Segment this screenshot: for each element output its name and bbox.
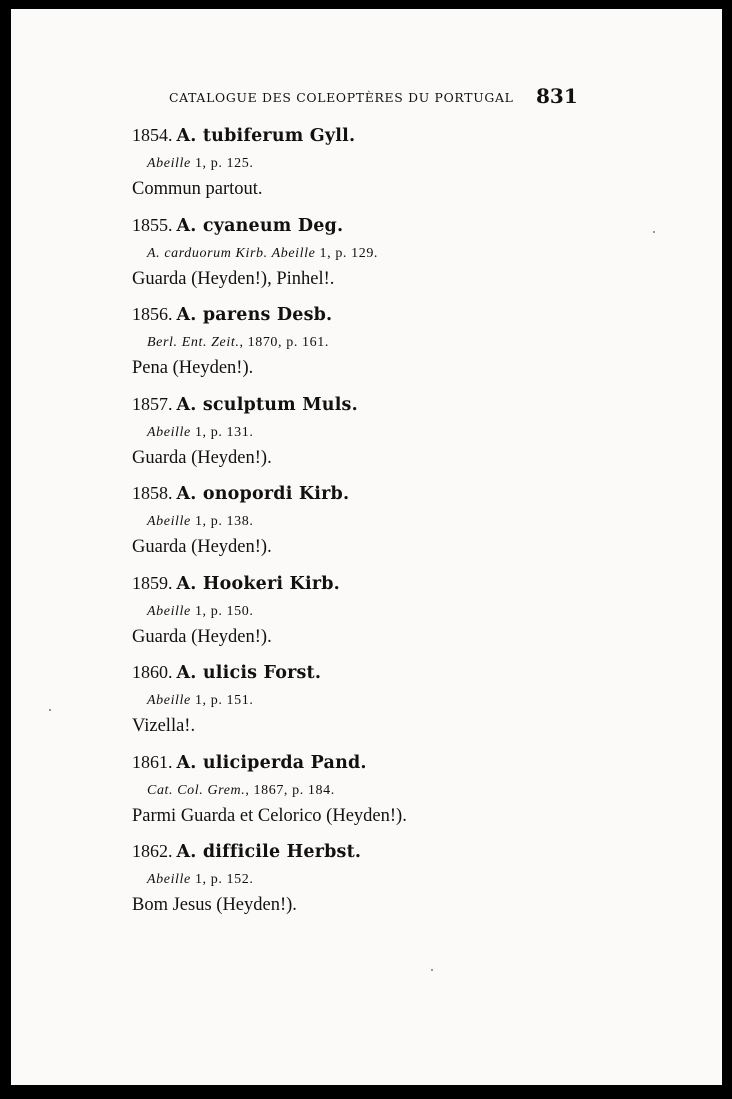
entry-number: 1858. bbox=[132, 483, 173, 503]
reference-source: Abeille bbox=[147, 872, 191, 887]
entry-heading bbox=[132, 573, 340, 594]
catalogue-entry bbox=[11, 215, 722, 305]
species-name: A. cyaneum Deg. bbox=[176, 215, 344, 236]
catalogue-entries bbox=[11, 125, 722, 931]
entry-locality: Bom Jesus (Heyden!). bbox=[132, 895, 297, 915]
species-name: A. onopordi Kirb. bbox=[176, 484, 350, 504]
catalogue-entry bbox=[11, 483, 722, 573]
reference-source: Cat. Col. Grem. bbox=[147, 782, 246, 798]
entry-locality: Guarda (Heyden!). bbox=[132, 447, 272, 468]
entry-locality: Guarda (Heyden!). bbox=[132, 626, 272, 647]
catalogue-entry bbox=[11, 841, 722, 931]
reference-citation: , 1867, p. 184. bbox=[245, 782, 335, 798]
species-name: A. Hookeri Kirb. bbox=[176, 573, 340, 594]
catalogue-entry bbox=[11, 662, 722, 752]
species-name: A. tubiferum Gyll. bbox=[176, 126, 356, 146]
reference-citation: 1, p. 152. bbox=[190, 872, 254, 887]
book-page bbox=[11, 9, 722, 1085]
entry-locality: Vizella!. bbox=[132, 716, 196, 736]
entry-heading bbox=[132, 841, 361, 862]
entry-reference bbox=[147, 514, 253, 530]
entry-number: 1859. bbox=[132, 572, 173, 593]
reference-source: Berl. Ent. Zeit. bbox=[147, 335, 240, 350]
reference-source: Abeille bbox=[147, 424, 191, 440]
reference-citation: 1, p. 151. bbox=[190, 693, 254, 708]
entry-reference bbox=[147, 425, 253, 441]
reference-source: Abeille bbox=[147, 693, 191, 708]
catalogue-entry bbox=[11, 125, 722, 215]
entry-reference bbox=[147, 156, 253, 172]
entry-locality: Commun partout. bbox=[132, 179, 263, 199]
catalogue-entry bbox=[11, 573, 722, 663]
entry-locality: Guarda (Heyden!), Pinhel!. bbox=[132, 268, 335, 289]
reference-citation: , 1870, p. 161. bbox=[239, 335, 329, 350]
reference-source: Abeille bbox=[147, 514, 191, 529]
entry-reference bbox=[147, 335, 329, 351]
reference-source: Abeille bbox=[147, 603, 191, 619]
species-name: A. uliciperda Pand. bbox=[176, 752, 367, 773]
entry-reference bbox=[147, 693, 253, 709]
catalogue-entry bbox=[11, 752, 722, 842]
page-number: 831 bbox=[536, 84, 578, 108]
entry-number: 1861. bbox=[132, 751, 173, 772]
reference-citation: 1, p. 129. bbox=[315, 245, 379, 261]
entry-number: 1860. bbox=[132, 662, 173, 682]
entry-number: 1856. bbox=[132, 304, 173, 324]
entry-heading bbox=[132, 752, 367, 773]
entry-locality: Pena (Heyden!). bbox=[132, 358, 254, 378]
running-head bbox=[11, 84, 722, 114]
entry-number: 1862. bbox=[132, 841, 173, 861]
catalogue-entry bbox=[11, 394, 722, 484]
species-name: A. sculptum Muls. bbox=[176, 394, 358, 415]
entry-heading bbox=[132, 483, 349, 504]
reference-source: A. carduorum Kirb. Abeille bbox=[147, 245, 316, 261]
catalogue-entry bbox=[11, 304, 722, 394]
entry-heading bbox=[132, 394, 358, 415]
entry-heading bbox=[132, 215, 343, 236]
entry-locality: Parmi Guarda et Celorico (Heyden!). bbox=[132, 805, 407, 826]
reference-citation: 1, p. 131. bbox=[190, 424, 254, 440]
reference-citation: 1, p. 125. bbox=[190, 156, 254, 171]
entry-number: 1857. bbox=[132, 393, 173, 414]
reference-citation: 1, p. 138. bbox=[190, 514, 254, 529]
reference-source: Abeille bbox=[147, 156, 191, 171]
species-name: A. ulicis Forst. bbox=[176, 663, 322, 683]
entry-reference bbox=[147, 246, 378, 262]
entry-reference bbox=[147, 604, 253, 620]
entry-heading bbox=[132, 304, 332, 325]
entry-heading bbox=[132, 662, 321, 683]
entry-reference bbox=[147, 783, 335, 799]
paper-speck bbox=[431, 969, 433, 971]
reference-citation: 1, p. 150. bbox=[190, 603, 254, 619]
species-name: A. parens Desb. bbox=[176, 305, 333, 325]
running-title: CATALOGUE DES COLEOPTÈRES DU PORTUGAL bbox=[169, 90, 514, 105]
entry-reference bbox=[147, 872, 253, 888]
species-name: A. difficile Herbst. bbox=[176, 842, 362, 862]
entry-locality: Guarda (Heyden!). bbox=[132, 537, 272, 557]
entry-number: 1854. bbox=[132, 125, 173, 145]
entry-heading bbox=[132, 125, 355, 146]
entry-number: 1855. bbox=[132, 214, 173, 235]
